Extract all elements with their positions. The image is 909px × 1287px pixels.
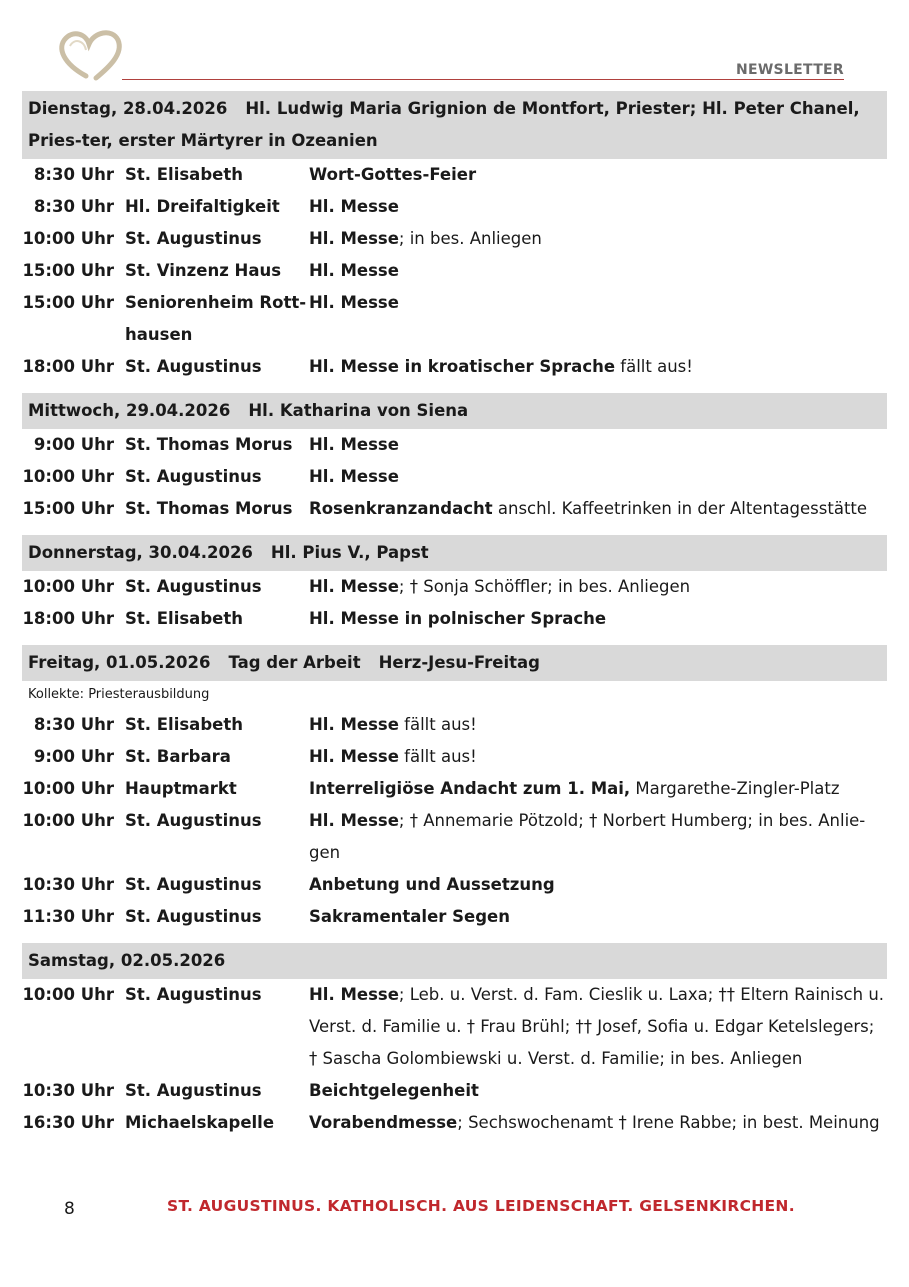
service-row xyxy=(22,869,887,901)
service-location: St. Barbara xyxy=(125,747,231,766)
service-title: Beichtgelegenheit xyxy=(309,1081,479,1100)
day-header xyxy=(22,645,887,681)
day-date: Mittwoch, 29.04.2026 xyxy=(28,401,231,420)
service-location: Hl. Dreifaltigkeit xyxy=(125,197,280,216)
service-description xyxy=(309,901,887,933)
service-time: 15:00 Uhr xyxy=(22,499,114,518)
service-location: St. Elisabeth xyxy=(125,715,243,734)
service-title: Sakramentaler Segen xyxy=(309,907,510,926)
service-title: Hl. Messe xyxy=(309,715,399,734)
service-time: 10:00 Uhr xyxy=(22,985,114,1004)
service-row xyxy=(22,351,887,383)
service-location: St. Augustinus xyxy=(125,985,262,1004)
day-feast: Hl. Ludwig Maria Grignion de Montfort, Priester; Hl. Peter Chanel, Pries-ter, erster Märtyrer in Ozeanien xyxy=(28,99,860,150)
service-time: 10:30 Uhr xyxy=(22,1081,114,1100)
service-description xyxy=(309,741,887,773)
service-details: Margarethe-Zingler-Platz xyxy=(630,779,840,798)
service-row xyxy=(22,979,887,1075)
service-location: St. Thomas Morus xyxy=(125,435,293,454)
service-description xyxy=(309,979,887,1075)
day-feast: Tag der Arbeit xyxy=(228,653,361,672)
day-feast: Herz-Jesu-Freitag xyxy=(378,653,540,672)
service-title: Hl. Messe xyxy=(309,435,399,454)
service-title: Anbetung und Aussetzung xyxy=(309,875,555,894)
service-time: 18:00 Uhr xyxy=(22,357,114,376)
service-location: St. Vinzenz Haus xyxy=(125,261,282,280)
heart-logo-icon xyxy=(56,26,126,82)
service-row xyxy=(22,493,887,525)
newsletter-label: NEWSLETTER xyxy=(735,62,844,78)
service-title: Hl. Messe xyxy=(309,577,399,596)
service-title: Interreligiöse Andacht zum 1. Mai, xyxy=(309,779,631,798)
service-details: fällt aus! xyxy=(398,715,477,734)
service-title: Hl. Messe xyxy=(309,747,399,766)
service-time: 16:30 Uhr xyxy=(22,1113,114,1132)
day-section xyxy=(22,943,887,1139)
page-number: 8 xyxy=(64,1199,75,1219)
service-location: Michaelskapelle xyxy=(125,1113,275,1132)
service-time: 11:30 Uhr xyxy=(22,907,114,926)
service-title: Hl. Messe xyxy=(309,229,399,248)
service-title: Rosenkranzandacht xyxy=(309,499,493,518)
service-description xyxy=(309,351,887,383)
service-details: ; Sechswochenamt † Irene Rabbe; in best. Meinung xyxy=(457,1113,880,1132)
service-time: 8:30 Uhr xyxy=(33,165,114,184)
service-description xyxy=(309,869,887,901)
service-time: 10:30 Uhr xyxy=(22,875,114,894)
service-description xyxy=(309,571,887,603)
service-time: 15:00 Uhr xyxy=(22,293,114,312)
service-row xyxy=(22,571,887,603)
service-row xyxy=(22,429,887,461)
service-description xyxy=(309,223,887,255)
service-title: Hl. Messe xyxy=(309,261,399,280)
service-details: ; in bes. Anliegen xyxy=(398,229,542,248)
service-time: 10:00 Uhr xyxy=(22,467,114,486)
service-details: ; † Sonja Schöffler; in bes. Anliegen xyxy=(398,577,691,596)
schedule xyxy=(22,91,887,1149)
service-location: St. Augustinus xyxy=(125,907,262,926)
day-date: Donnerstag, 30.04.2026 xyxy=(28,543,253,562)
day-header xyxy=(22,535,887,571)
service-title: Hl. Messe xyxy=(309,293,399,312)
service-location: Hauptmarkt xyxy=(125,779,237,798)
service-title: Hl. Messe xyxy=(309,985,399,1004)
service-title: Wort-Gottes-Feier xyxy=(309,165,477,184)
service-row xyxy=(22,461,887,493)
service-time: 8:30 Uhr xyxy=(33,197,114,216)
service-details: fällt aus! xyxy=(615,357,693,376)
day-section xyxy=(22,645,887,933)
service-time: 10:00 Uhr xyxy=(22,577,114,596)
page-header xyxy=(0,0,909,90)
day-date: Freitag, 01.05.2026 xyxy=(28,653,211,672)
service-details: fällt aus! xyxy=(398,747,477,766)
service-title: Hl. Messe in kroatischer Sprache xyxy=(309,357,616,376)
day-header xyxy=(22,943,887,979)
day-feast: Hl. Pius V., Papst xyxy=(270,543,429,562)
service-time: 9:00 Uhr xyxy=(33,747,114,766)
service-row xyxy=(22,255,887,287)
service-description xyxy=(309,159,887,191)
service-location: St. Augustinus xyxy=(125,875,262,894)
service-row xyxy=(22,191,887,223)
service-location: St. Augustinus xyxy=(125,467,262,486)
service-description xyxy=(309,191,887,223)
service-details: ; † Annemarie Pötzold; † Norbert Humberg; in bes. Anlie-gen xyxy=(309,811,866,862)
service-time: 10:00 Uhr xyxy=(22,779,114,798)
service-time: 10:00 Uhr xyxy=(22,811,114,830)
service-row xyxy=(22,287,887,351)
day-feast: Hl. Katharina von Siena xyxy=(248,401,469,420)
service-time: 18:00 Uhr xyxy=(22,609,114,628)
service-row xyxy=(22,159,887,191)
service-title: Hl. Messe in polnischer Sprache xyxy=(309,609,607,628)
service-location: St. Augustinus xyxy=(125,1081,262,1100)
service-title: Hl. Messe xyxy=(309,811,399,830)
service-location: St. Elisabeth xyxy=(125,609,243,628)
service-description xyxy=(309,709,887,741)
service-row xyxy=(22,901,887,933)
service-location: St. Thomas Morus xyxy=(125,499,293,518)
service-description xyxy=(309,287,887,351)
footer-slogan: ST. AUGUSTINUS. KATHOLISCH. AUS LEIDENSCHAFT. GELSENKIRCHEN. xyxy=(167,1197,795,1215)
day-header xyxy=(22,393,887,429)
service-row xyxy=(22,223,887,255)
day-section xyxy=(22,91,887,383)
service-row xyxy=(22,805,887,869)
page-footer xyxy=(0,1195,909,1225)
day-section xyxy=(22,535,887,635)
service-details: ; Leb. u. Verst. d. Fam. Cieslik u. Laxa; †† Eltern Rainisch u. Verst. d. Familie u. † Frau Brühl; †† Josef, Sofia u. Edgar Ketelslegers; † Sascha Golombiewski u. Verst. d. Familie; in bes. Anliegen xyxy=(309,985,885,1068)
service-description xyxy=(309,1075,887,1107)
service-row xyxy=(22,709,887,741)
service-title: Vorabendmesse xyxy=(309,1113,458,1132)
service-description xyxy=(309,255,887,287)
day-date: Samstag, 02.05.2026 xyxy=(28,951,226,970)
service-description xyxy=(309,429,887,461)
service-location: Seniorenheim Rott-hausen xyxy=(125,293,307,344)
service-row xyxy=(22,1075,887,1107)
day-header xyxy=(22,91,887,159)
service-time: 10:00 Uhr xyxy=(22,229,114,248)
service-location: St. Elisabeth xyxy=(125,165,243,184)
service-location: St. Augustinus xyxy=(125,229,262,248)
service-details: anschl. Kaffeetrinken in der Altentagesstätte xyxy=(492,499,868,518)
service-title: Hl. Messe xyxy=(309,467,399,486)
service-description xyxy=(309,1107,887,1139)
service-row xyxy=(22,741,887,773)
collection-note: Kollekte: Priesterausbildung xyxy=(28,687,210,702)
service-location: St. Augustinus xyxy=(125,811,262,830)
service-description xyxy=(309,493,887,525)
service-description xyxy=(309,461,887,493)
service-time: 15:00 Uhr xyxy=(22,261,114,280)
service-location: St. Augustinus xyxy=(125,357,262,376)
service-title: Hl. Messe xyxy=(309,197,399,216)
service-location: St. Augustinus xyxy=(125,577,262,596)
service-description xyxy=(309,773,887,805)
service-row xyxy=(22,603,887,635)
day-section xyxy=(22,393,887,525)
header-rule xyxy=(122,79,844,80)
service-time: 8:30 Uhr xyxy=(33,715,114,734)
service-time: 9:00 Uhr xyxy=(33,435,114,454)
service-row xyxy=(22,1107,887,1139)
day-date: Dienstag, 28.04.2026 xyxy=(28,99,228,118)
service-description xyxy=(309,603,887,635)
service-description xyxy=(309,805,887,869)
service-row xyxy=(22,773,887,805)
